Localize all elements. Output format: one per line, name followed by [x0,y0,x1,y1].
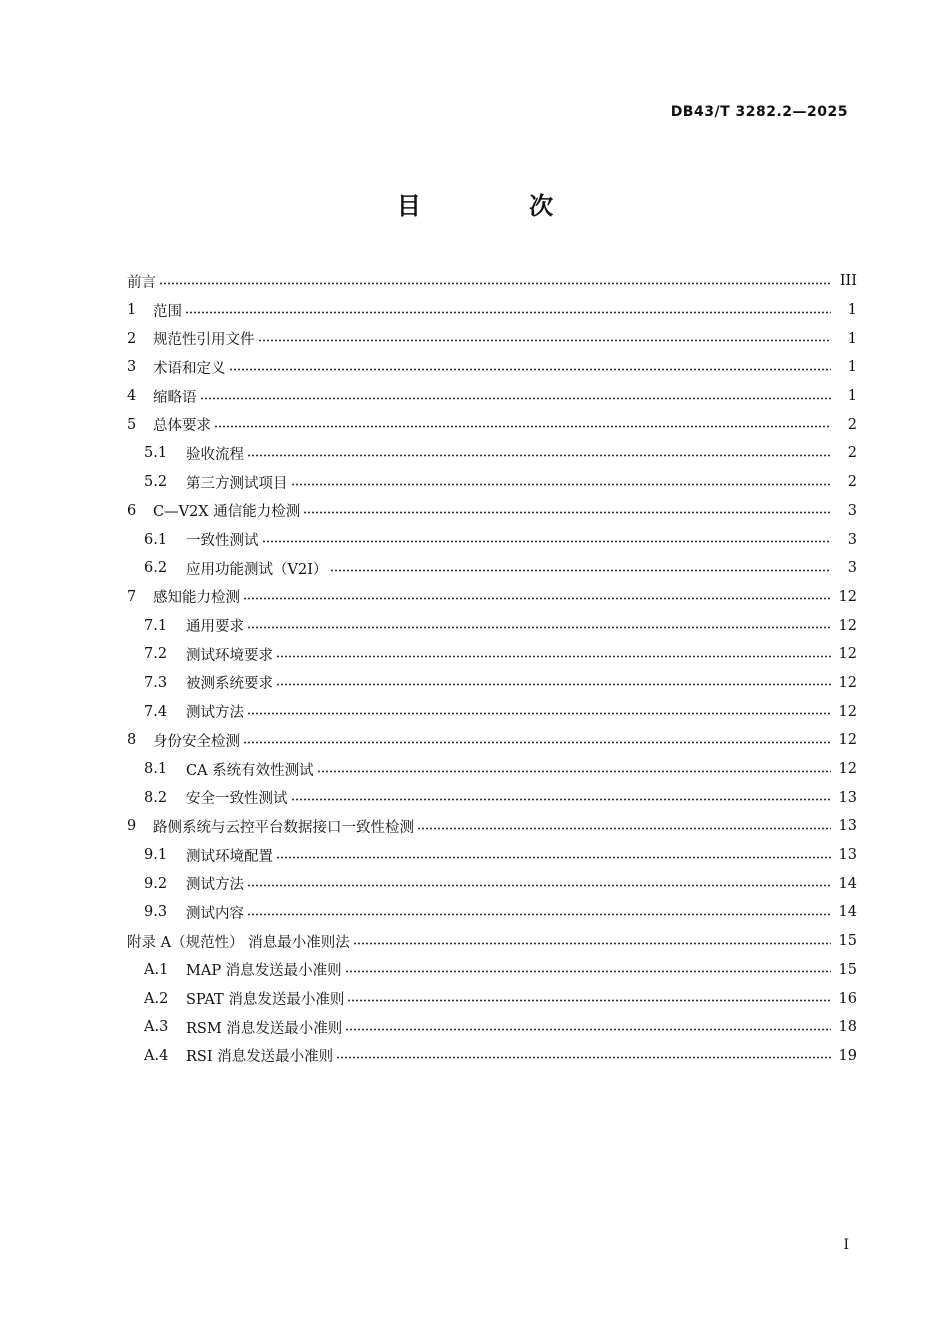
toc-entry-title: SPAT 消息发送最小准则 [186,992,345,1009]
toc-entry[interactable] [127,439,857,468]
toc-entry-number: 9.1 [144,847,168,864]
dot-leader [159,282,831,285]
toc-entry-page: III [839,273,857,290]
dot-leader [345,1028,831,1031]
toc-entry-number: A.2 [144,990,169,1007]
toc-entry-number: 9.3 [144,904,168,921]
dot-leader [303,511,831,514]
dot-leader [276,856,831,859]
toc-entry-page: 3 [847,502,857,519]
toc-entry-title: 应用功能测试（V2I） [186,561,328,578]
toc-entry-page: 1 [847,388,857,405]
toc-entry-title: 总体要求 [153,418,211,435]
dot-leader [200,397,832,400]
toc-entry[interactable] [127,468,857,497]
dot-leader [317,770,831,773]
toc-entry-page: 15 [838,933,857,950]
toc-entry-title: 测试方法 [186,877,244,894]
toc-entry-title: 范围 [153,303,182,320]
toc-entry-title: 规范性引用文件 [153,332,255,349]
toc-entry-number: 7.3 [144,674,168,691]
toc-entry-number: A.4 [144,1047,169,1064]
toc-entry[interactable] [127,841,857,870]
dot-leader [243,597,831,600]
toc-entry-title: 身份安全检测 [153,733,240,750]
toc-entry-number: A.1 [144,961,169,978]
toc-entry[interactable] [127,1042,857,1071]
toc-entry-title: 测试方法 [186,705,244,722]
dot-leader [247,626,831,629]
toc-entry[interactable] [127,497,857,526]
toc-entry-number: 2 [127,330,137,347]
toc-entry-number: 7.4 [144,703,168,720]
dot-leader [247,884,831,887]
dot-leader [336,1056,831,1059]
toc-entry-title: 一致性测试 [186,533,259,550]
toc-entry-page: 19 [838,1047,857,1064]
toc-entry-number: 8 [127,732,137,749]
toc-entry-number: 8.1 [144,761,168,778]
toc-entry-page: 14 [838,904,857,921]
toc-entry[interactable] [127,1013,857,1042]
toc-entry[interactable] [127,956,857,985]
toc-entry-page: 12 [838,617,857,634]
dot-leader [291,798,832,801]
dot-leader [262,540,832,543]
toc-entry-title: 验收流程 [186,446,244,463]
document-code: DB43/T 3282.2—2025 [670,104,848,120]
toc-entry-number: 5.1 [144,445,168,462]
toc-entry-page: 3 [847,531,857,548]
toc-entry-title: 缩略语 [153,389,197,406]
toc-entry-page: 3 [847,560,857,577]
toc-heading: 目 次 [396,192,604,220]
toc-entry-title: RSM 消息发送最小准则 [186,1020,343,1037]
dot-leader [243,741,831,744]
toc-entry[interactable] [127,640,857,669]
dot-leader [247,712,831,715]
toc-entry-page: 12 [838,588,857,605]
toc-entry-number: 7 [127,588,137,605]
toc-entry-page: 12 [838,732,857,749]
toc-entry[interactable] [127,697,857,726]
dot-leader [247,913,831,916]
toc-entry[interactable] [127,267,857,296]
toc-entry[interactable] [127,525,857,554]
dot-leader [258,339,832,342]
toc-entry-number: 1 [127,302,137,319]
toc-entry-title: 被测系统要求 [186,676,273,693]
toc-entry-page: 12 [838,646,857,663]
toc-entry[interactable] [127,382,857,411]
toc-entry-number: 6.1 [144,531,168,548]
toc-entry-page: 13 [838,847,857,864]
toc-entry-title: CA 系统有效性测试 [186,762,314,779]
dot-leader [247,454,831,457]
dot-leader [353,942,831,945]
toc-entry-page: 13 [838,789,857,806]
toc-entry[interactable] [127,611,857,640]
toc-entry-title: RSI 消息发送最小准则 [186,1049,334,1066]
toc-entry-title: 术语和定义 [153,360,226,377]
toc-entry[interactable] [127,783,857,812]
dot-leader [229,368,832,371]
dot-leader [345,970,831,973]
toc-entry-title: 通用要求 [186,619,244,636]
toc-entry[interactable] [127,726,857,755]
toc-entry-page: 14 [838,875,857,892]
toc-entry-number: 5.2 [144,474,168,491]
toc-entry-title: 附录 A（规范性） 消息最小准则法 [127,934,350,951]
toc-entry-page: 1 [847,359,857,376]
toc-entry-page: 12 [838,674,857,691]
toc-entry[interactable] [127,869,857,898]
toc-entry-number: 8.2 [144,789,168,806]
toc-entry-page: 13 [838,818,857,835]
toc-entry-title: 测试内容 [186,905,244,922]
dot-leader [276,683,831,686]
toc-entry-number: 7.1 [144,617,168,634]
toc-entry-number: 7.2 [144,646,168,663]
toc-entry-title: 第三方测试项目 [186,475,288,492]
toc-entry-title: 感知能力检测 [153,590,240,607]
toc-entry-number: 9 [127,818,137,835]
toc-entry-title: 路侧系统与云控平台数据接口一致性检测 [153,819,414,836]
toc-entry-page: 2 [847,474,857,491]
dot-leader [291,483,832,486]
toc-entry[interactable] [127,812,857,841]
toc-entry[interactable] [127,410,857,439]
toc-entry[interactable] [127,583,857,612]
toc-entry[interactable] [127,353,857,382]
dot-leader [347,999,831,1002]
toc-entry[interactable] [127,755,857,784]
toc-entry-page: 2 [847,416,857,433]
toc-entry-number: 3 [127,359,137,376]
toc-entry-title: 安全一致性测试 [186,791,288,808]
dot-leader [214,425,831,428]
toc-entry-page: 12 [838,703,857,720]
toc-entry-page: 18 [838,1019,857,1036]
toc-entry-title: 测试环境要求 [186,647,273,664]
table-of-contents [127,267,857,1070]
toc-entry-title: 测试环境配置 [186,848,273,865]
toc-entry[interactable] [127,554,857,583]
dot-leader [276,655,831,658]
toc-entry-number: 9.2 [144,875,168,892]
dot-leader [185,311,831,314]
toc-entry[interactable] [127,898,857,927]
dot-leader [417,827,831,830]
toc-entry-number: 6.2 [144,560,168,577]
toc-entry-number: 4 [127,388,137,405]
toc-entry-title: MAP 消息发送最小准则 [186,963,342,980]
toc-entry[interactable] [127,324,857,353]
toc-entry-page: 1 [847,302,857,319]
toc-entry-page: 1 [847,330,857,347]
toc-entry[interactable] [127,984,857,1013]
toc-entry-page: 2 [847,445,857,462]
toc-entry-number: 6 [127,502,137,519]
toc-entry-page: 12 [838,761,857,778]
dot-leader [330,569,831,572]
toc-entry-page: 16 [838,990,857,1007]
page-number: I [843,1237,849,1253]
toc-entry-number: 5 [127,416,137,433]
toc-entry[interactable] [127,669,857,698]
toc-entry[interactable] [127,296,857,325]
toc-entry-number: A.3 [144,1019,169,1036]
toc-entry-title: C—V2X 通信能力检测 [153,504,301,521]
toc-entry[interactable] [127,927,857,956]
toc-entry-title: 前言 [127,274,156,291]
toc-entry-page: 15 [838,961,857,978]
